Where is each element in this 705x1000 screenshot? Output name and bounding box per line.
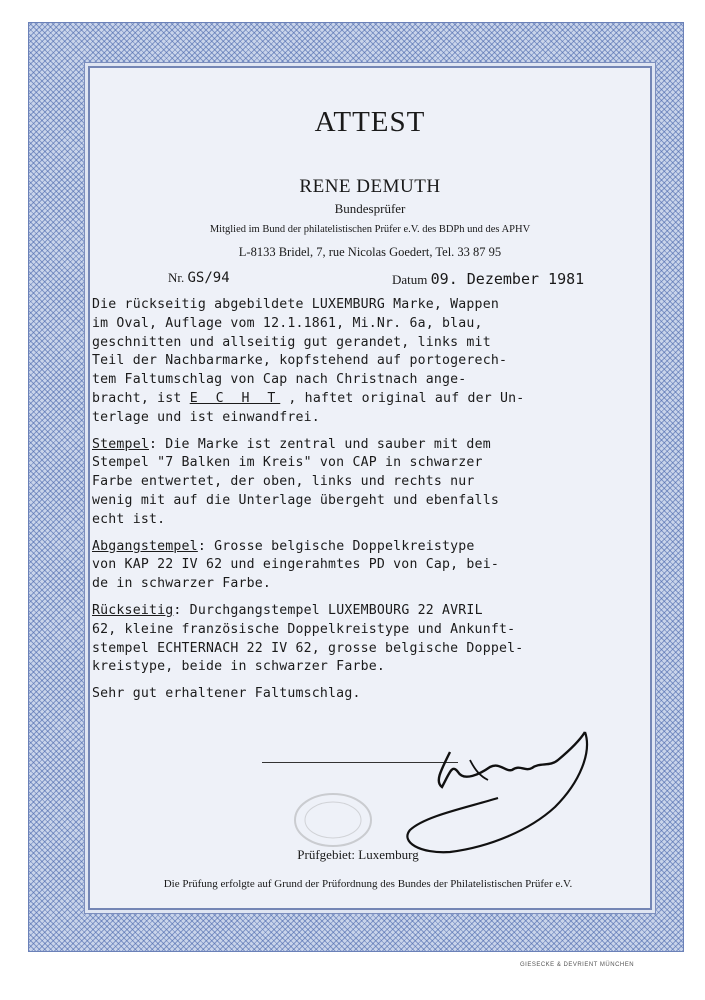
paragraph-abgangstempel: Abgangstempel: Grosse belgische Doppelkreistype von KAP 22 IV 62 und eingerahmtes PD von Cap, bei- de in schwarzer Farbe. [92, 538, 499, 592]
stempel-label: Stempel [92, 436, 149, 452]
footer-note: Die Prüfung erfolgte auf Grund der Prüfordnung des Bundes der Philatelistischen Prüfer e.V. [163, 878, 573, 890]
signature-icon [380, 712, 630, 862]
reference-number [168, 270, 230, 286]
abgangstempel-label: Abgangstempel [92, 538, 198, 554]
date-value: 09. Dezember 1981 [430, 270, 585, 288]
date-label: Datum [392, 272, 428, 287]
certificate-date [392, 270, 584, 288]
paragraph-rueckseitig: Rückseitig: Durchgangstempel LUXEMBOURG 22 AVRIL 62, kleine französische Doppelkreistype und Ankunft- stempel ECHTERNACH 22 IV 62, grosse belgische Doppel- kreistype, beide in schwarzer Farbe. [92, 602, 524, 675]
paragraph-description: Die rückseitig abgebildete LUXEMBURG Marke, Wappen im Oval, Auflage vom 12.1.1861, Mi.Nr. 6a, blau, geschnitten und allseitig gut gerandet, links mit Teil der Nachbarmarke, kopfstehend auf portogerech- tem Faltumschlag von Cap nach Christnach ange- bracht, ist E C H T , haftet original auf der Un- terlage und ist einwandfrei. [92, 297, 525, 425]
page-title: ATTEST [314, 106, 426, 138]
paragraph-summary: Sehr gut erhaltener Faltumschlag. [92, 686, 361, 702]
rueckseitig-label: Rückseitig [92, 602, 174, 618]
seal-stamp-icon [288, 790, 378, 850]
printer-imprint: GIESECKE & DEVRIENT MÜNCHEN [520, 962, 635, 968]
certificate-body [92, 296, 652, 712]
echt-mark: E C H T [189, 390, 281, 406]
membership-line: Mitglied im Bund der philatelistischen Prüfer e.V. des BDPh und des APHV [209, 224, 531, 235]
pruefgebiet: Prüfgebiet: Luxemburg [297, 847, 419, 862]
nr-value: GS/94 [187, 270, 230, 286]
paragraph-stempel: Stempel: Die Marke ist zentral und sauber mit dem Stempel "7 Balken im Kreis" von CAP in schwarzer Farbe entwertet, der oben, links und rechts nur wenig mit auf die Unterlage übergeht und ebenfalls echt ist. [92, 436, 499, 527]
examiner-role: Bundesprüfer [334, 201, 406, 216]
examiner-name: RENE DEMUTH [299, 176, 441, 197]
nr-label: Nr. [168, 270, 185, 285]
address-line: L-8133 Bridel, 7, rue Nicolas Goedert, Tel. 33 87 95 [238, 245, 502, 259]
